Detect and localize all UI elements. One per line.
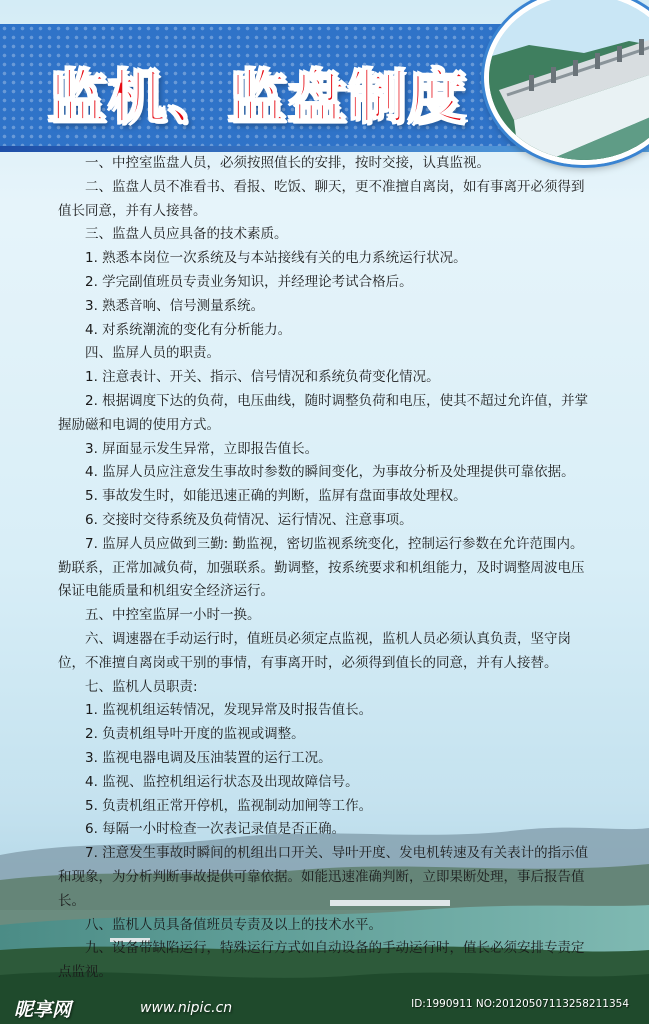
- list-item: 5. 负责机组正常开停机，监视制动加闸等工作。: [85, 797, 373, 814]
- list-item: 3. 监视电器电调及压油装置的运行工况。: [85, 749, 332, 766]
- list-item: 六、调速器在手动运行时，值班员必须定点监视，监机人员必须认真负责，坚守岗位，不准擅自离岗或干别的事情，有事离开时，必须得到值长的同意，并有人接替。: [58, 630, 571, 671]
- list-item: 1. 监视机组运转情况，发现异常及时报告值长。: [85, 702, 373, 719]
- list-item: 2. 学完副值班员专责业务知识，并经理论考试合格后。: [85, 273, 413, 290]
- list-item: 四、监屏人员的职责。: [85, 345, 220, 362]
- list-item: 4. 对系统潮流的变化有分析能力。: [85, 321, 292, 338]
- list-item: 7. 监屏人员应做到三勤: 勤监视，密切监视系统变化，控制运行参数在允许范围内。勤联系，正常加减负荷，加强联系。勤调整，按系统要求和机组能力，及时调整周波电压保证电能质量和机组安全经济运行。: [58, 535, 585, 600]
- list-item: 3. 屏面显示发生异常，立即报告值长。: [85, 440, 319, 457]
- list-item: 3. 熟悉音响、信号测量系统。: [85, 297, 265, 314]
- list-item: 4. 监视、监控机组运行状态及出现故障信号。: [85, 773, 359, 790]
- list-item: 6. 每隔一小时检查一次表记录值是否正确。: [85, 821, 346, 838]
- regulation-text: [58, 152, 596, 985]
- list-item: 二、监盘人员不准看书、看报、吃饭、聊天，更不准擅自离岗，如有事离开必须得到值长同意，并有人接替。: [58, 178, 585, 219]
- list-item: 八、监机人员具备值班员专责及以上的技术水平。: [85, 916, 382, 933]
- list-item: 九、设备带缺陷运行，特殊运行方式如自动设备的手动运行时，值长必须安排专责定点监视。: [58, 940, 585, 981]
- list-item: 2. 根据调度下达的负荷，电压曲线，随时调整负荷和电压，使其不超过允许值，并掌握励磁和电调的使用方式。: [58, 392, 589, 433]
- watermark-url: www.nipic.cn: [140, 1000, 233, 1016]
- list-item: 2. 负责机组导叶开度的监视或调整。: [85, 726, 305, 743]
- list-item: 1. 熟悉本岗位一次系统及与本站接线有关的电力系统运行状况。: [85, 250, 467, 267]
- list-item: 7. 注意发生事故时瞬间的机组出口开关、导叶开度、发电机转速及有关表计的指示值和现象，为分析判断事故提供可靠依据。如能迅速准确判断，立即果断处理，事后报告值长。: [58, 845, 589, 909]
- list-item: 5. 事故发生时，如能迅速正确的判断，监屏有盘面事故处理权。: [85, 488, 467, 505]
- list-item: 七、监机人员职责:: [85, 678, 198, 695]
- dam-illustration: [489, 0, 649, 160]
- watermark-id: ID:1990911 NO:20120507113258211354: [411, 998, 629, 1010]
- list-item: 三、监盘人员应具备的技术素质。: [85, 226, 288, 243]
- watermark-logo: 昵享网: [14, 999, 72, 1021]
- list-item: 4. 监屏人员应注意发生事故时参数的瞬间变化，为事故分析及处理提供可靠依据。: [85, 464, 575, 481]
- list-item: 6. 交接时交待系统及负荷情况、运行情况、注意事项。: [85, 511, 413, 528]
- list-item: 五、中控室监屏一小时一换。: [85, 607, 261, 624]
- page-title: 监机、监盘制度: [48, 63, 469, 131]
- list-item: 1. 注意表计、开关、指示、信号情况和系统负荷变化情况。: [85, 369, 440, 386]
- list-item: 一、中控室监盘人员，必须按照值长的安排，按时交接，认真监视。: [85, 155, 490, 171]
